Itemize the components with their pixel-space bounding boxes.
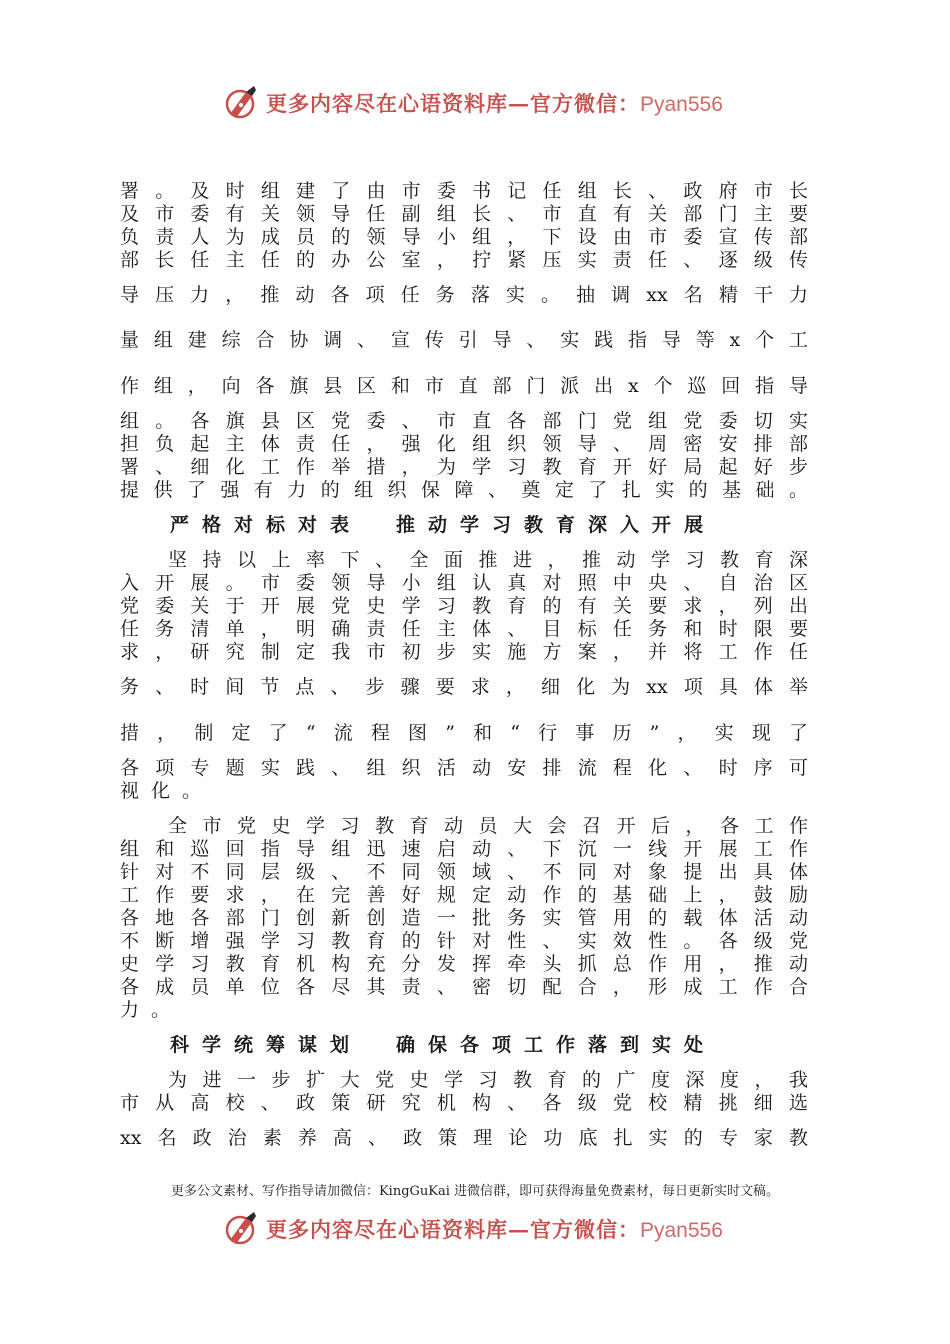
- body-line: 全市党史学习教育动员大会召开后，各工作: [168, 815, 808, 837]
- body-line: 担负起主体责任，强化组织领导、周密安排部: [120, 433, 808, 455]
- body-line: 负责人为成员的领导小组，下设由市委宣传部: [120, 226, 808, 248]
- banner-text: [266, 88, 723, 118]
- body-line: 导压力，推动各项任务落实。抽调xx名精干力: [120, 284, 808, 306]
- footer-note: 更多公文素材、写作指导请加微信：KingGuKai 进微信群，即可获得海量免费素材，每日更新实时文稿。: [170, 1184, 780, 1199]
- body-line: 任务清单，明确责任主体、目标任务和时限要: [120, 618, 808, 640]
- body-line: 求，研究制定我市初步实施方案，并将工作任: [120, 641, 808, 663]
- body-line: 坚持以上率下、全面推进，推动学习教育深: [168, 549, 808, 571]
- body-line: 市从高校、政策研究机构、各级党校精挑细选: [120, 1092, 808, 1114]
- banner-slogan: 更多内容尽在心语资料库—官方微信：: [266, 91, 640, 116]
- body-line: 针对不同层级、不同领域、不同对象提出具体: [120, 861, 808, 883]
- heading-1-right: 推动学习教育深入开展: [396, 514, 717, 536]
- pen-nib-logo-icon: [224, 1210, 260, 1250]
- footer-banner: [0, 1208, 950, 1252]
- banner-text: [266, 1214, 723, 1244]
- body-line: 组和巡回指导组迅速启动、下沉一线开展工作: [120, 838, 808, 860]
- section-heading-1: [170, 514, 716, 537]
- body-line: 提供了强有力的组织保障、奠定了扎实的基础。: [120, 479, 808, 501]
- body-line: 务、时间节点、步骤要求，细化为xx项具体举: [120, 676, 808, 698]
- body-line: 视化。: [120, 780, 214, 802]
- body-line: 署、细化工作举措，为学习教育开好局起好步: [120, 456, 808, 478]
- body-line: 组。各旗县区党委、市直各部门党组党委切实: [120, 410, 808, 432]
- banner-wechat-id: Pyan556: [640, 93, 723, 116]
- body-line: xx名政治素养高、政策理论功底扎实的专家教: [120, 1127, 808, 1149]
- heading-1-left: 严格对标对表: [170, 514, 363, 536]
- body-line: 各成员单位各尽其责、密切配合，形成工作合: [120, 976, 808, 998]
- body-line: 党委关于开展党史学习教育的有关要求，列出: [120, 595, 808, 617]
- body-line: 措，制定了“流程图”和“行事历”，实现了: [120, 722, 808, 744]
- body-line: 及市委有关领导任副组长、市直有关部门主要: [120, 203, 808, 225]
- body-line: 不断增强学习教育的针对性、实效性。各级党: [120, 930, 808, 952]
- heading-2-right: 确保各项工作落到实处: [396, 1034, 717, 1056]
- body-line: 各地各部门创新创造一批务实管用的载体活动: [120, 907, 808, 929]
- body-line: 部长任主任的办公室，拧紧压实责任、逐级传: [120, 249, 808, 271]
- banner-wechat-id: Pyan556: [640, 1219, 723, 1242]
- body-line: 工作要求，在完善好规定动作的基础上，鼓励: [120, 884, 808, 906]
- body-line: 各项专题实践、组织活动安排流程化、时序可: [120, 757, 808, 779]
- body-line: 为进一步扩大党史学习教育的广度深度，我: [168, 1069, 808, 1091]
- header-banner: [0, 82, 950, 126]
- body-line: 史学习教育机构充分发挥牵头抓总作用，推动: [120, 953, 808, 975]
- body-line: 署。及时组建了由市委书记任组长、政府市长: [120, 180, 808, 202]
- body-line: 作组，向各旗县区和市直部门派出x个巡回指导: [120, 375, 808, 397]
- body-line: 入开展。市委领导小组认真对照中央、自治区: [120, 572, 808, 594]
- section-heading-2: [170, 1034, 716, 1057]
- banner-slogan: 更多内容尽在心语资料库—官方微信：: [266, 1217, 640, 1242]
- body-line: 量组建综合协调、宣传引导、实践指导等x个工: [120, 329, 808, 351]
- pen-nib-logo-icon: [224, 84, 260, 124]
- heading-2-left: 科学统筹谋划: [170, 1034, 363, 1056]
- body-line: 力。: [120, 999, 183, 1021]
